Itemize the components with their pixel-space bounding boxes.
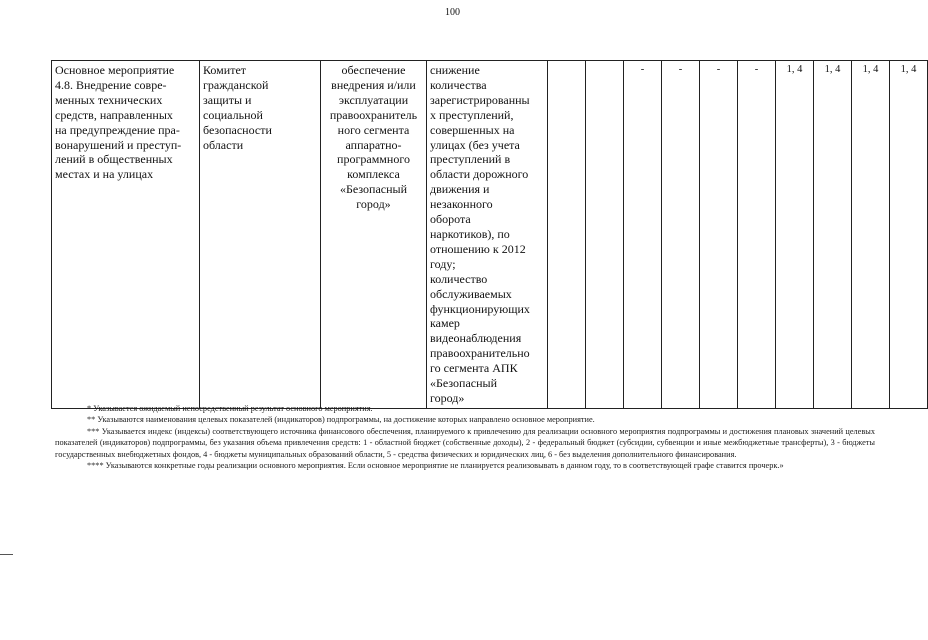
empty-cell — [586, 61, 624, 409]
footnote: **** Указываются конкретные годы реализации основного мероприятия. Если основное мероприятие не планируется реализовывать в данном году, то в соответствующей графе ставится прочерк.» — [87, 461, 784, 471]
table-row — [52, 61, 928, 409]
source-cell: 1, 4 — [776, 61, 814, 409]
indicators-cell: снижение количества зарегистрированны х преступлений, совершенных на улицах (без учета преступлений в области дорожного движения и незаконного оборота наркотиков), по отношению к 2012 году; количество обслуживаемых функционирующих камер видеонаблюдения правоохранительно го сегмента АПК «Безопасный город» — [427, 61, 548, 409]
measure-cell: Основное мероприятие 4.8. Внедрение совре- менных технических средств, направленных на предупреждение пра- вонарушений и преступ- лений в общественных местах и на улицах — [52, 61, 200, 409]
dash-cell: - — [662, 61, 700, 409]
margin-mark — [0, 554, 13, 555]
page-number: 100 — [445, 7, 460, 18]
empty-cell — [548, 61, 586, 409]
footnotes — [55, 403, 875, 471]
footnote: * Указывается ожидаемый непосредственный результат основного мероприятия. — [87, 404, 373, 413]
result-cell: обеспечение внедрения и/или эксплуатации правоохранитель ного сегмента аппаратно- программного комплекса «Безопасный город» — [321, 61, 427, 409]
measures-table — [51, 60, 928, 409]
source-cell: 1, 4 — [814, 61, 852, 409]
source-cell: 1, 4 — [852, 61, 890, 409]
footnote: ** Указываются наименования целевых показателей (индикаторов) подпрограммы, на достижение которых направлено основное мероприятие. — [87, 415, 595, 425]
source-cell: 1, 4 — [890, 61, 928, 409]
dash-cell: - — [738, 61, 776, 409]
executor-cell: Комитет гражданской защиты и социальной безопасности области — [200, 61, 321, 409]
dash-cell: - — [624, 61, 662, 409]
footnote: *** Указывается индекс (индексы) соответствующего источника финансового обеспечения, планируемого к привлечению для реализации основного мероприятия подпрограммы и достижения плановых значений целевых показателей (индикаторов) подпрограммы, без указания объема привлечения средств: 1 - областной бюджет (собственные доходы), 2 - федеральный бюджет (субсидии, субвенции и иные межбюджетные трансферты), 3 - бюджеты государственных внебюджетных фондов, 4 - бюджеты муниципальных образований области, 5 - средства физических и юридических лиц, 6 - без выделения дополнительного финансирования. — [55, 426, 875, 459]
dash-cell: - — [700, 61, 738, 409]
